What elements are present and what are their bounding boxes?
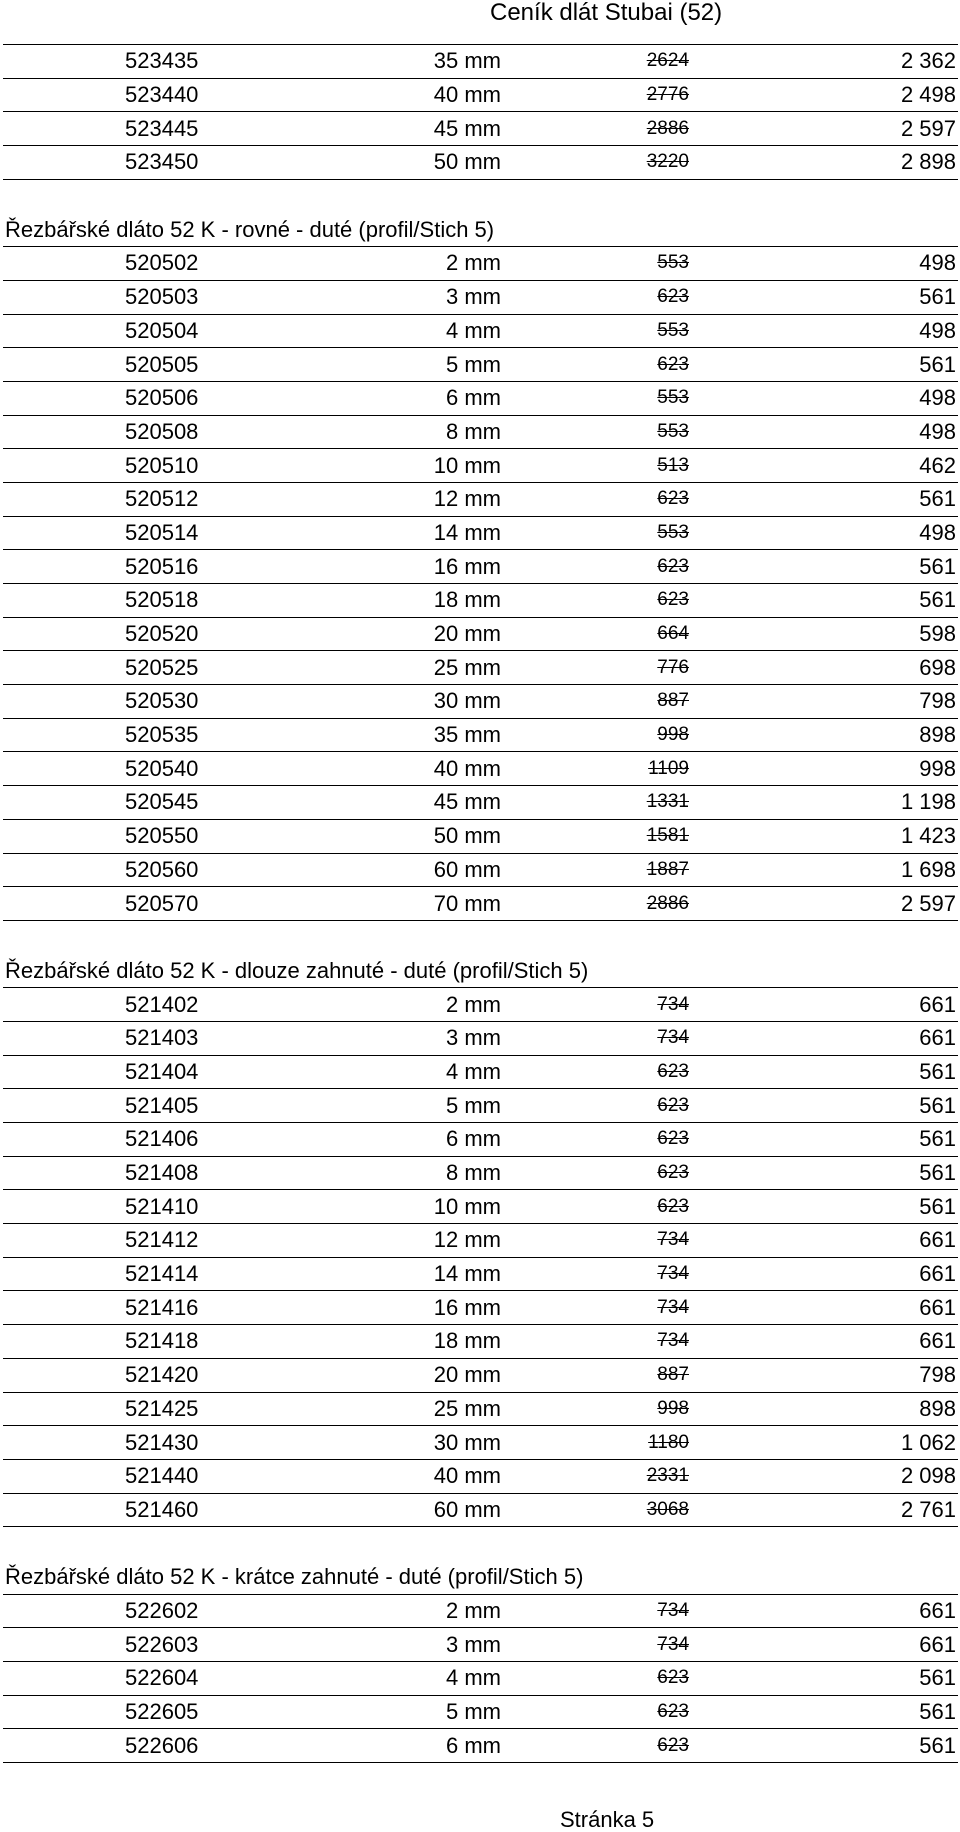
blade-width: 18 mm bbox=[433, 587, 501, 613]
product-code: 520545 bbox=[125, 789, 199, 815]
blade-width: 50 mm bbox=[433, 823, 501, 849]
blade-width: 14 mm bbox=[433, 1261, 501, 1287]
product-code: 520530 bbox=[125, 688, 199, 714]
price: 561 bbox=[919, 486, 956, 512]
product-code: 521418 bbox=[125, 1328, 199, 1354]
price: 2 597 bbox=[900, 115, 956, 141]
product-code: 520540 bbox=[125, 755, 199, 781]
price: 561 bbox=[919, 1058, 956, 1084]
price: 561 bbox=[919, 351, 956, 377]
price: 462 bbox=[919, 452, 956, 478]
price: 698 bbox=[919, 654, 956, 680]
product-code: 521416 bbox=[125, 1294, 199, 1320]
price: 661 bbox=[919, 1025, 956, 1051]
price: 2 098 bbox=[900, 1463, 956, 1489]
old-price: 998 bbox=[657, 1397, 689, 1419]
table-row bbox=[3, 719, 958, 753]
price: 561 bbox=[919, 1732, 956, 1758]
price: 598 bbox=[919, 621, 956, 647]
table-row bbox=[3, 483, 958, 517]
blade-width: 30 mm bbox=[433, 688, 501, 714]
table-row bbox=[3, 45, 958, 79]
blade-width: 5 mm bbox=[446, 1699, 501, 1725]
blade-width: 3 mm bbox=[446, 284, 501, 310]
table-row bbox=[3, 1224, 958, 1258]
product-code: 523445 bbox=[125, 115, 199, 141]
blade-width: 10 mm bbox=[433, 1193, 501, 1219]
blade-width: 3 mm bbox=[446, 1631, 501, 1657]
product-code: 522606 bbox=[125, 1732, 199, 1758]
table-row bbox=[3, 1022, 958, 1056]
blade-width: 4 mm bbox=[446, 317, 501, 343]
blade-width: 40 mm bbox=[433, 755, 501, 781]
old-price: 734 bbox=[657, 1599, 689, 1621]
table-row bbox=[3, 550, 958, 584]
table-row bbox=[3, 1494, 958, 1528]
blade-width: 2 mm bbox=[446, 1597, 501, 1623]
old-price: 2331 bbox=[646, 1465, 689, 1487]
blade-width: 25 mm bbox=[433, 1395, 501, 1421]
product-code: 521408 bbox=[125, 1160, 199, 1186]
table-row bbox=[3, 786, 958, 820]
old-price: 553 bbox=[657, 387, 689, 409]
blade-width: 35 mm bbox=[433, 722, 501, 748]
old-price: 623 bbox=[657, 555, 689, 577]
blade-width: 60 mm bbox=[433, 1496, 501, 1522]
product-code: 522603 bbox=[125, 1631, 199, 1657]
old-price: 553 bbox=[657, 252, 689, 274]
product-code: 521405 bbox=[125, 1092, 199, 1118]
old-price: 734 bbox=[657, 1027, 689, 1049]
blade-width: 5 mm bbox=[446, 351, 501, 377]
table-row bbox=[3, 1595, 958, 1629]
table-row bbox=[3, 752, 958, 786]
blade-width: 6 mm bbox=[446, 385, 501, 411]
product-code: 521414 bbox=[125, 1261, 199, 1287]
table-row bbox=[3, 1056, 958, 1090]
product-code: 520502 bbox=[125, 250, 199, 276]
product-code: 520560 bbox=[125, 856, 199, 882]
price: 661 bbox=[919, 1597, 956, 1623]
price: 561 bbox=[919, 1126, 956, 1152]
blade-width: 3 mm bbox=[446, 1025, 501, 1051]
old-price: 513 bbox=[657, 454, 689, 476]
table-row bbox=[3, 1359, 958, 1393]
old-price: 623 bbox=[657, 1734, 689, 1756]
price: 561 bbox=[919, 553, 956, 579]
price: 498 bbox=[919, 250, 956, 276]
old-price: 623 bbox=[657, 589, 689, 611]
price: 2 761 bbox=[900, 1496, 956, 1522]
table-row bbox=[3, 820, 958, 854]
price: 2 498 bbox=[900, 82, 956, 108]
old-price: 1331 bbox=[646, 791, 689, 813]
old-price: 623 bbox=[657, 1667, 689, 1689]
product-code: 521403 bbox=[125, 1025, 199, 1051]
table-row bbox=[3, 348, 958, 382]
blade-width: 40 mm bbox=[433, 82, 501, 108]
table-row bbox=[3, 887, 958, 921]
old-price: 734 bbox=[657, 1229, 689, 1251]
old-price: 887 bbox=[657, 1364, 689, 1386]
table-row bbox=[3, 685, 958, 719]
blade-width: 60 mm bbox=[433, 856, 501, 882]
old-price: 623 bbox=[657, 488, 689, 510]
old-price: 734 bbox=[657, 993, 689, 1015]
blade-width: 45 mm bbox=[433, 789, 501, 815]
old-price: 553 bbox=[657, 319, 689, 341]
blade-width: 50 mm bbox=[433, 149, 501, 175]
blade-width: 14 mm bbox=[433, 519, 501, 545]
blade-width: 40 mm bbox=[433, 1463, 501, 1489]
product-code: 523440 bbox=[125, 82, 199, 108]
table-row bbox=[3, 1325, 958, 1359]
blade-width: 70 mm bbox=[433, 890, 501, 916]
blade-width: 30 mm bbox=[433, 1429, 501, 1455]
table-row bbox=[3, 854, 958, 888]
product-code: 521412 bbox=[125, 1227, 199, 1253]
page-number: Stránka 5 bbox=[560, 1807, 655, 1832]
price: 898 bbox=[919, 722, 956, 748]
table-row bbox=[3, 1628, 958, 1662]
old-price: 664 bbox=[657, 623, 689, 645]
price: 661 bbox=[919, 1328, 956, 1354]
price: 1 698 bbox=[900, 856, 956, 882]
price: 561 bbox=[919, 284, 956, 310]
product-code: 522605 bbox=[125, 1699, 199, 1725]
table-row bbox=[3, 247, 958, 281]
blade-width: 12 mm bbox=[433, 1227, 501, 1253]
product-code: 520503 bbox=[125, 284, 199, 310]
blade-width: 10 mm bbox=[433, 452, 501, 478]
old-price: 3220 bbox=[646, 151, 689, 173]
product-code: 520504 bbox=[125, 317, 199, 343]
product-code: 520570 bbox=[125, 890, 199, 916]
price: 498 bbox=[919, 418, 956, 444]
blade-width: 4 mm bbox=[446, 1665, 501, 1691]
blade-width: 12 mm bbox=[433, 486, 501, 512]
table-row bbox=[3, 584, 958, 618]
table-row bbox=[3, 1123, 958, 1157]
blade-width: 35 mm bbox=[433, 48, 501, 74]
price-list bbox=[3, 45, 958, 1763]
old-price: 734 bbox=[657, 1296, 689, 1318]
price: 898 bbox=[919, 1395, 956, 1421]
price: 2 362 bbox=[900, 48, 956, 74]
product-code: 520505 bbox=[125, 351, 199, 377]
old-price: 1180 bbox=[648, 1431, 689, 1453]
blade-width: 2 mm bbox=[446, 991, 501, 1017]
old-price: 623 bbox=[657, 1195, 689, 1217]
table-row bbox=[3, 416, 958, 450]
blade-width: 45 mm bbox=[433, 115, 501, 141]
product-code: 521404 bbox=[125, 1058, 199, 1084]
table-row bbox=[3, 1393, 958, 1427]
price: 561 bbox=[919, 587, 956, 613]
product-code: 520550 bbox=[125, 823, 199, 849]
old-price: 1581 bbox=[646, 825, 689, 847]
blade-width: 8 mm bbox=[446, 418, 501, 444]
blade-width: 6 mm bbox=[446, 1126, 501, 1152]
price: 661 bbox=[919, 1227, 956, 1253]
product-code: 521406 bbox=[125, 1126, 199, 1152]
product-code: 521402 bbox=[125, 991, 199, 1017]
table-row bbox=[3, 1729, 958, 1763]
table-row bbox=[3, 1190, 958, 1224]
table-row bbox=[3, 1157, 958, 1191]
old-price: 623 bbox=[657, 353, 689, 375]
section-spacer bbox=[3, 921, 958, 955]
product-code: 523450 bbox=[125, 149, 199, 175]
old-price: 623 bbox=[657, 1060, 689, 1082]
old-price: 623 bbox=[657, 1701, 689, 1723]
old-price: 553 bbox=[657, 521, 689, 543]
product-code: 520518 bbox=[125, 587, 199, 613]
blade-width: 6 mm bbox=[446, 1732, 501, 1758]
price: 661 bbox=[919, 1261, 956, 1287]
old-price: 734 bbox=[657, 1263, 689, 1285]
table-row bbox=[3, 281, 958, 315]
old-price: 998 bbox=[657, 724, 689, 746]
price: 1 062 bbox=[900, 1429, 956, 1455]
product-code: 521420 bbox=[125, 1362, 199, 1388]
page-title: Ceník dlát Stubai (52) bbox=[490, 0, 723, 26]
product-code: 522604 bbox=[125, 1665, 199, 1691]
price: 498 bbox=[919, 519, 956, 545]
product-code: 521440 bbox=[125, 1463, 199, 1489]
product-code: 520510 bbox=[125, 452, 199, 478]
table-row bbox=[3, 382, 958, 416]
blade-width: 4 mm bbox=[446, 1058, 501, 1084]
blade-width: 16 mm bbox=[433, 1294, 501, 1320]
old-price: 623 bbox=[657, 1128, 689, 1150]
old-price: 2776 bbox=[646, 84, 689, 106]
blade-width: 18 mm bbox=[433, 1328, 501, 1354]
old-price: 553 bbox=[657, 420, 689, 442]
product-code: 522602 bbox=[125, 1597, 199, 1623]
old-price: 734 bbox=[657, 1633, 689, 1655]
table-row bbox=[3, 988, 958, 1022]
product-code: 520506 bbox=[125, 385, 199, 411]
table-row bbox=[3, 1426, 958, 1460]
old-price: 2624 bbox=[646, 50, 689, 72]
price: 561 bbox=[919, 1699, 956, 1725]
product-code: 520512 bbox=[125, 486, 199, 512]
section-heading: Řezbářské dláto 52 K - dlouze zahnuté - duté (profil/Stich 5) bbox=[3, 955, 958, 989]
price: 2 597 bbox=[900, 890, 956, 916]
old-price: 3068 bbox=[646, 1498, 689, 1520]
price: 561 bbox=[919, 1193, 956, 1219]
price: 661 bbox=[919, 1631, 956, 1657]
old-price: 2886 bbox=[646, 892, 689, 914]
product-code: 520520 bbox=[125, 621, 199, 647]
table-row bbox=[3, 79, 958, 113]
price: 1 198 bbox=[900, 789, 956, 815]
section-spacer bbox=[3, 180, 958, 214]
table-row bbox=[3, 315, 958, 349]
old-price: 776 bbox=[657, 656, 689, 678]
table-row bbox=[3, 618, 958, 652]
blade-width: 20 mm bbox=[433, 621, 501, 647]
product-code: 521460 bbox=[125, 1496, 199, 1522]
section-heading: Řezbářské dláto 52 K - rovné - duté (profil/Stich 5) bbox=[3, 213, 958, 247]
table-row bbox=[3, 1696, 958, 1730]
table-row bbox=[3, 1258, 958, 1292]
price: 798 bbox=[919, 688, 956, 714]
table-row bbox=[3, 1089, 958, 1123]
product-code: 520508 bbox=[125, 418, 199, 444]
price: 498 bbox=[919, 317, 956, 343]
table-row bbox=[3, 517, 958, 551]
section-spacer bbox=[3, 1527, 958, 1561]
blade-width: 20 mm bbox=[433, 1362, 501, 1388]
old-price: 1887 bbox=[646, 858, 689, 880]
product-code: 520525 bbox=[125, 654, 199, 680]
table-row bbox=[3, 1662, 958, 1696]
old-price: 887 bbox=[657, 690, 689, 712]
table-row bbox=[3, 449, 958, 483]
product-code: 521410 bbox=[125, 1193, 199, 1219]
blade-width: 25 mm bbox=[433, 654, 501, 680]
old-price: 734 bbox=[657, 1330, 689, 1352]
price: 561 bbox=[919, 1092, 956, 1118]
price: 998 bbox=[919, 755, 956, 781]
old-price: 623 bbox=[657, 1162, 689, 1184]
old-price: 623 bbox=[657, 1094, 689, 1116]
product-code: 520516 bbox=[125, 553, 199, 579]
old-price: 1109 bbox=[648, 757, 689, 779]
product-code: 521430 bbox=[125, 1429, 199, 1455]
table-row bbox=[3, 146, 958, 180]
product-code: 520514 bbox=[125, 519, 199, 545]
product-code: 521425 bbox=[125, 1395, 199, 1421]
blade-width: 16 mm bbox=[433, 553, 501, 579]
table-row bbox=[3, 1460, 958, 1494]
section-heading: Řezbářské dláto 52 K - krátce zahnuté - duté (profil/Stich 5) bbox=[3, 1561, 958, 1595]
price: 661 bbox=[919, 991, 956, 1017]
price: 561 bbox=[919, 1160, 956, 1186]
table-row bbox=[3, 651, 958, 685]
price: 2 898 bbox=[900, 149, 956, 175]
price: 1 423 bbox=[900, 823, 956, 849]
price: 498 bbox=[919, 385, 956, 411]
price: 798 bbox=[919, 1362, 956, 1388]
blade-width: 8 mm bbox=[446, 1160, 501, 1186]
price: 561 bbox=[919, 1665, 956, 1691]
table-row bbox=[3, 112, 958, 146]
table-row bbox=[3, 1291, 958, 1325]
price: 661 bbox=[919, 1294, 956, 1320]
old-price: 2886 bbox=[646, 117, 689, 139]
blade-width: 2 mm bbox=[446, 250, 501, 276]
product-code: 523435 bbox=[125, 48, 199, 74]
blade-width: 5 mm bbox=[446, 1092, 501, 1118]
product-code: 520535 bbox=[125, 722, 199, 748]
old-price: 623 bbox=[657, 286, 689, 308]
